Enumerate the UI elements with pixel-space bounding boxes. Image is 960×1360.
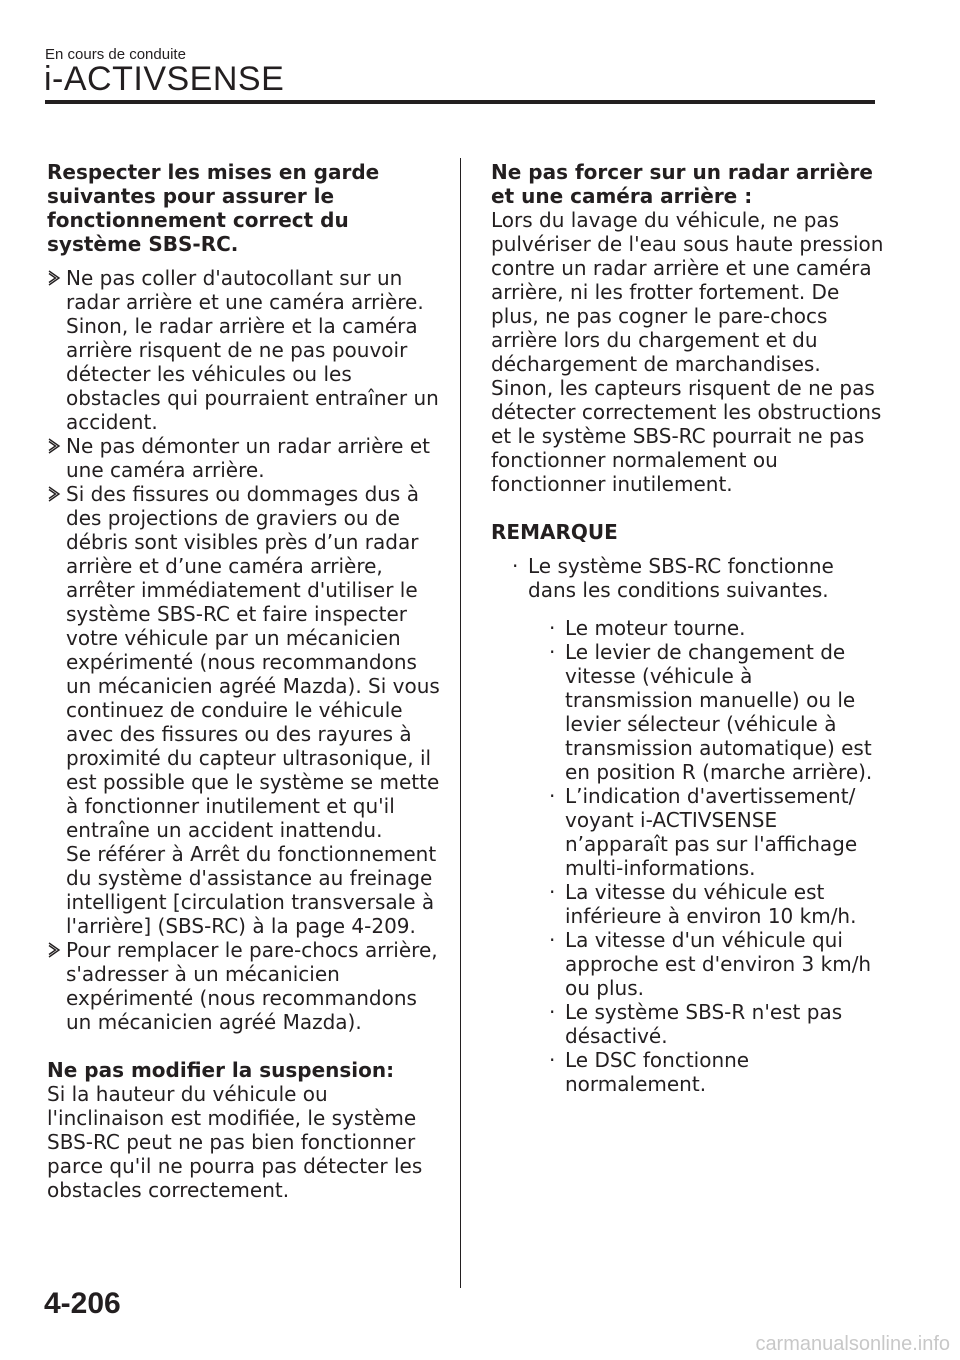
list-item (546, 928, 886, 1000)
list-item (47, 266, 447, 434)
page-number: 4-206 (44, 1287, 121, 1320)
list-item (47, 482, 447, 938)
list-item-text: Le système SBS-R n'est pas désactivé. (565, 1000, 843, 1048)
arrow-bullet-icon (47, 436, 61, 456)
right-column (491, 160, 886, 1096)
list-item (546, 1000, 886, 1048)
note-heading: REMARQUE (491, 520, 618, 544)
suspension-text: Si la hauteur du véhicule ou l'inclinaison est modifiée, le système SBS-RC peut ne pas bien fonctionner parce qu'il ne pourra pas détecter les obstacles correctement. (47, 1082, 423, 1202)
list-item-text: Ne pas démonter un radar arrière et une caméra arrière. (66, 434, 430, 482)
radar-text: Lors du lavage du véhicule, ne pas pulvériser de l'eau sous haute pression contre un radar arrière et une caméra arrière, ni les frotter fortement. De plus, ne pas cogner le pare-chocs arrière lors du chargement et du déchargement de marchandises. Sinon, les capteurs risquent de ne pas détecter correctement les obstructions et le système SBS-RC pourrait ne pas fonctionner normalement ou fonctionner inutilement. (491, 208, 884, 496)
conditions-list (546, 616, 886, 1096)
list-item (546, 784, 886, 880)
dot-bullet-icon: · (549, 928, 556, 952)
arrow-bullet-icon (47, 940, 61, 960)
list-item-text: Ne pas coller d'autocollant sur un radar arrière et une caméra arrière. Sinon, le radar arrière et la caméra arrière risquent de ne pas pouvoir détecter les véhicules ou les obstacles qui pourraient entraîner un accident. (66, 266, 439, 434)
list-item-text: Le levier de changement de vitesse (véhicule à transmission manuelle) ou le levier sélecteur (véhicule à transmission automatique) est en position R (marche arrière). (565, 640, 873, 784)
list-item (509, 554, 886, 1096)
section-label: En cours de conduite (45, 46, 186, 63)
dot-bullet-icon: · (549, 784, 556, 808)
dot-bullet-icon: · (549, 880, 556, 904)
list-item-text: Si des fissures ou dommages dus à des projections de graviers ou de débris sont visibles près d’un radar arrière et d’une caméra arrière, arrêter immédiatement d'utiliser le système SBS-RC et faire inspecter votre véhicule par un mécanicien expérimenté (nous recommandons un mécanicien agréé Mazda). Si vous continuez de conduire le véhicule avec des fissures ou des rayures à proximité du capteur ultrasonique, il est possible que le système se mette à fonctionner inutilement et qu'il entraîne un accident inattendu. (66, 482, 440, 842)
list-item (546, 640, 886, 784)
list-item (546, 880, 886, 928)
list-item (546, 616, 886, 640)
list-item-text: Le système SBS-RC fonctionne dans les conditions suivantes. (528, 554, 834, 602)
column-divider (460, 158, 461, 1288)
dot-bullet-icon: · (549, 640, 556, 664)
dot-bullet-icon: · (549, 1048, 556, 1072)
arrow-bullet-icon (47, 268, 61, 288)
left-column (47, 160, 447, 1202)
list-item-text: Pour remplacer le pare-chocs arrière, s'adresser à un mécanicien expérimenté (nous recommandons un mécanicien agréé Mazda). (66, 938, 438, 1034)
chapter-title: i-ACTIVSENSE (44, 60, 285, 98)
list-item-text: La vitesse du véhicule est inférieure à environ 10 km/h. (565, 880, 857, 928)
watermark: carmanualsonline.info (755, 1333, 950, 1355)
suspension-heading: Ne pas modifier la suspension: (47, 1058, 395, 1082)
list-item (47, 434, 447, 482)
list-item (546, 1048, 886, 1096)
radar-heading: Ne pas forcer sur un radar arrière et une caméra arrière : (491, 160, 873, 208)
arrow-bullet-icon (47, 484, 61, 504)
dot-bullet-icon: · (549, 1000, 556, 1024)
dot-bullet-icon: · (512, 554, 519, 578)
list-item-text: La vitesse d'un véhicule qui approche est d'environ 3 km/h ou plus. (565, 928, 872, 1000)
list-item-text: Le DSC fonctionne normalement. (565, 1048, 750, 1096)
header-rule (45, 100, 875, 104)
cross-reference-text: Se référer à Arrêt du fonctionnement du système d'assistance au freinage intelligent [circulation transversale à l'arrière] (SBS-RC) à la page 4-209. (66, 842, 437, 938)
dot-bullet-icon: · (549, 616, 556, 640)
caution-heading: Respecter les mises en garde suivantes pour assurer le fonctionnement correct du système SBS-RC. (47, 160, 380, 256)
caution-list (47, 266, 447, 1034)
list-item-text: Le moteur tourne. (565, 616, 746, 640)
list-item (47, 938, 447, 1034)
note-list (509, 554, 886, 1096)
list-item-text: L’indication d'avertissement/ voyant i-ACTIVSENSE n’apparaît pas sur l'affichage multi-informations. (565, 784, 858, 880)
